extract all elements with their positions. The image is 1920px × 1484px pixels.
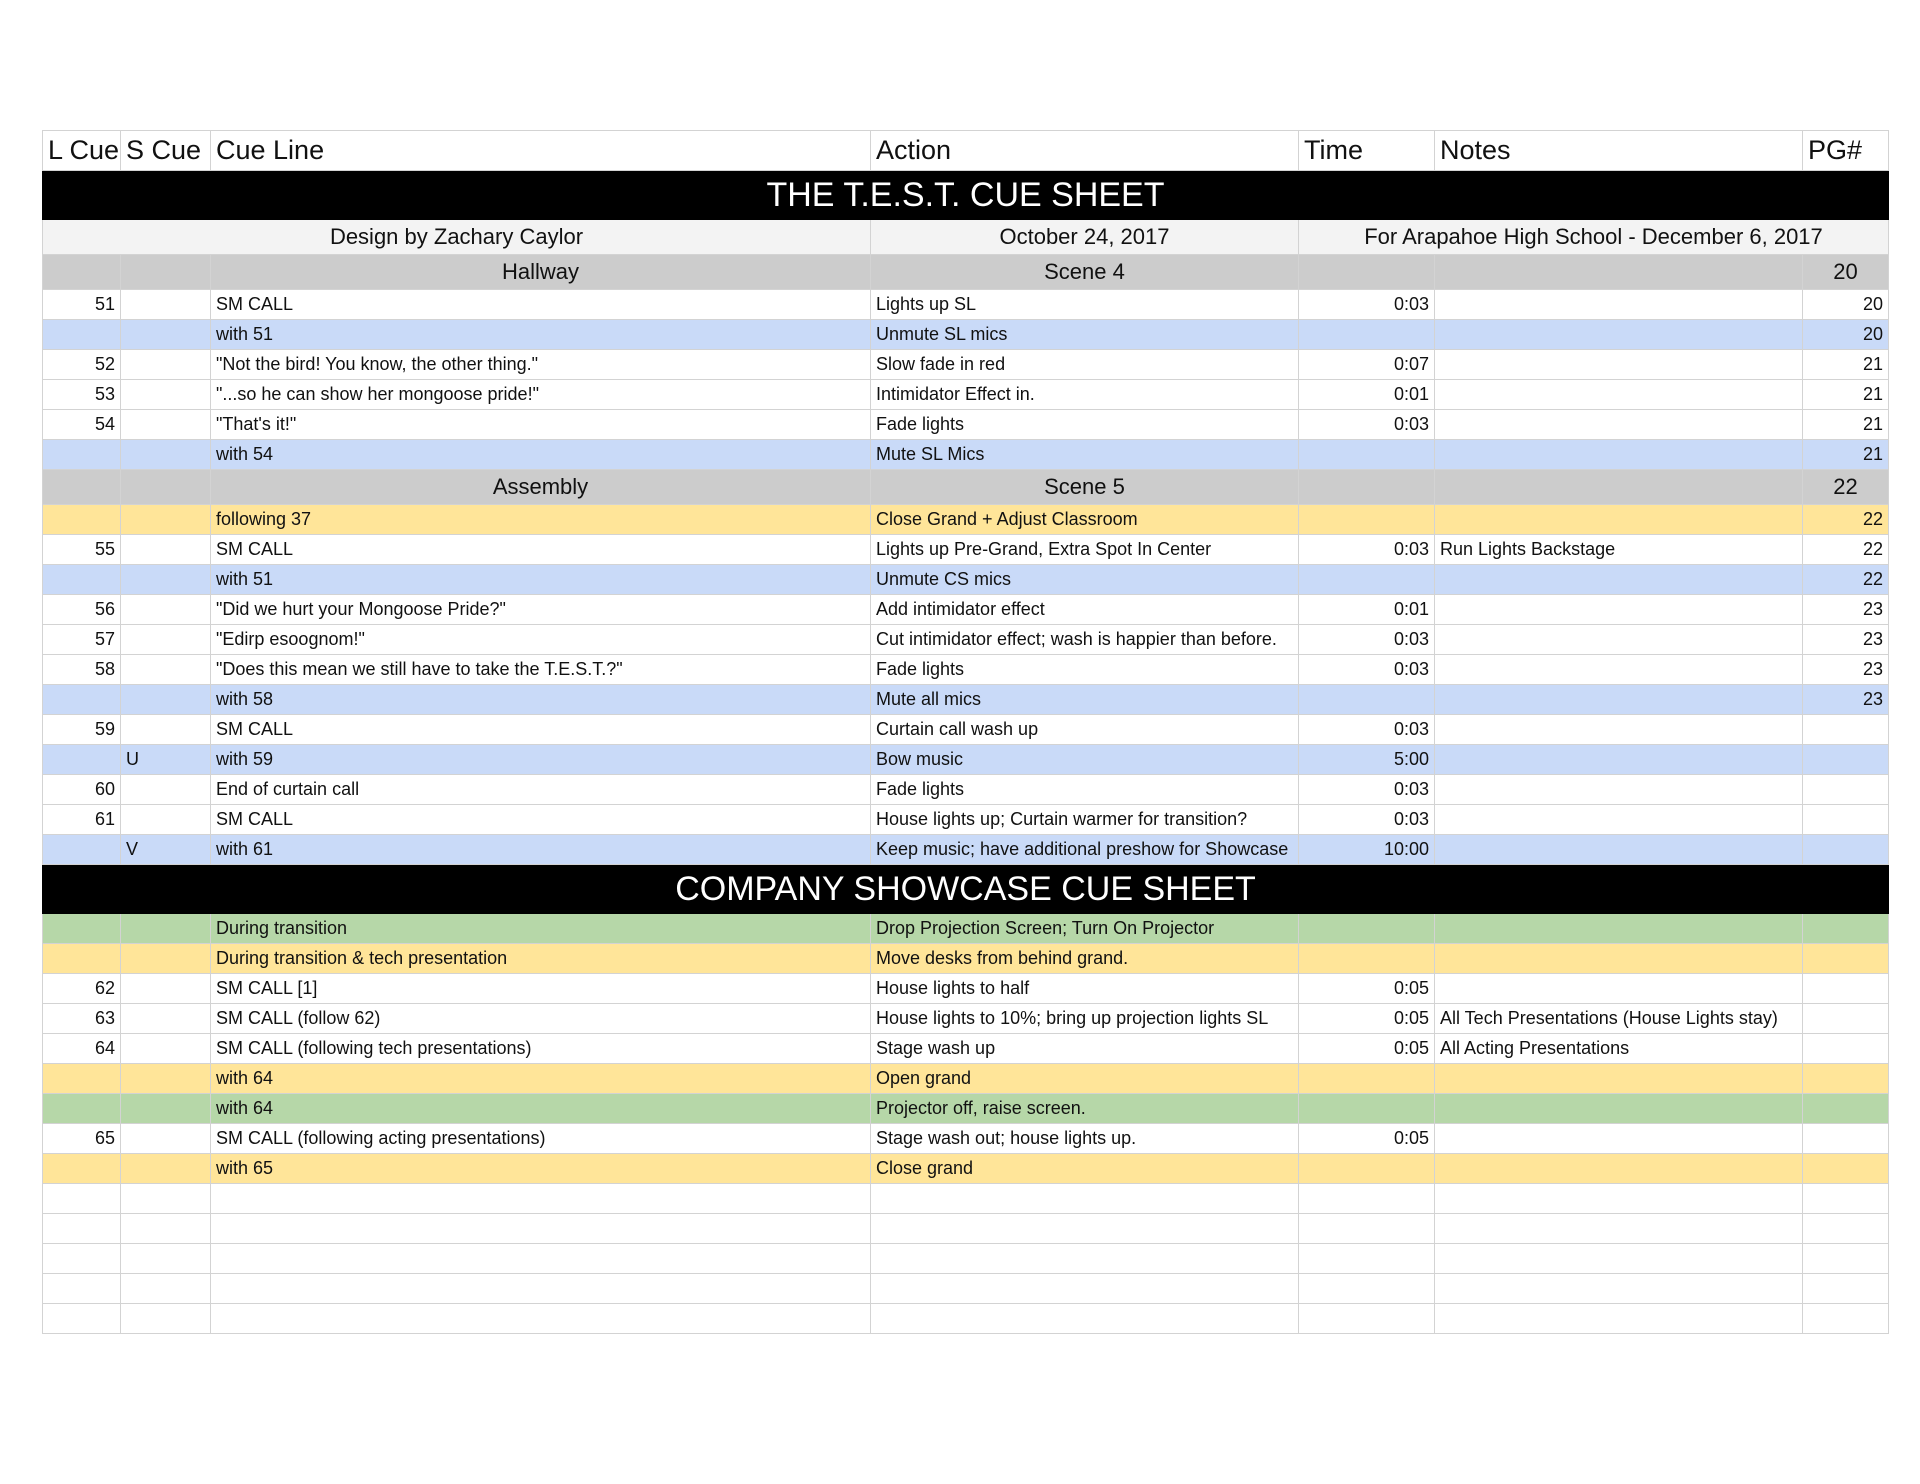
page-cell: 21 [1803,410,1889,440]
cue-row [43,350,1889,380]
time-cell [1299,944,1435,974]
page-cell [1803,1064,1889,1094]
empty-cell [121,1274,211,1304]
scene-number: Scene 5 [871,470,1299,505]
sound-cue-cell [121,914,211,944]
page-cell: 22 [1803,505,1889,535]
notes-cell [1435,380,1803,410]
empty-cell [43,1304,121,1334]
light-cue-cell [43,1154,121,1184]
cue-line-cell: SM CALL [211,535,871,565]
header-action: Action [871,131,1299,171]
page-cell: 23 [1803,595,1889,625]
notes-cell [1435,914,1803,944]
notes-cell [1435,440,1803,470]
action-cell: House lights to half [871,974,1299,1004]
empty-cell [1803,1214,1889,1244]
notes-cell [1435,745,1803,775]
sound-cue-cell [121,655,211,685]
empty-cell [1299,1274,1435,1304]
empty-cell [1435,1214,1803,1244]
empty-cell [871,1244,1299,1274]
notes-cell [1435,775,1803,805]
cue-line-cell: with 51 [211,565,871,595]
light-cue-cell [43,1094,121,1124]
cue-row [43,1154,1889,1184]
page-cell [1803,944,1889,974]
header-time: Time [1299,131,1435,171]
cue-row [43,805,1889,835]
sound-cue-cell [121,685,211,715]
empty-cell [1803,1184,1889,1214]
page-cell [1803,1094,1889,1124]
sound-cue-cell [121,440,211,470]
sound-cue-cell [121,625,211,655]
action-cell: House lights to 10%; bring up projection lights SL [871,1004,1299,1034]
action-cell: Stage wash up [871,1034,1299,1064]
action-cell: Keep music; have additional preshow for Showcase [871,835,1299,865]
sound-cue-cell [121,1004,211,1034]
notes-cell [1435,595,1803,625]
empty-cell [121,1304,211,1334]
scene-location: Hallway [211,255,871,290]
page-cell [1803,1004,1889,1034]
cue-line-cell: SM CALL [211,715,871,745]
notes-cell [1435,805,1803,835]
cue-row [43,1004,1889,1034]
cue-line-cell: with 59 [211,745,871,775]
notes-cell [1435,625,1803,655]
light-cue-cell [43,685,121,715]
action-cell: Close grand [871,1154,1299,1184]
page-cell [1803,835,1889,865]
time-cell: 0:03 [1299,410,1435,440]
sound-cue-cell [121,535,211,565]
page-cell [1803,805,1889,835]
notes-cell [1435,410,1803,440]
notes-cell [1435,1094,1803,1124]
notes-cell [1435,655,1803,685]
notes-cell: Run Lights Backstage [1435,535,1803,565]
cue-line-cell: "Did we hurt your Mongoose Pride?" [211,595,871,625]
light-cue-cell [43,320,121,350]
time-cell [1299,1064,1435,1094]
empty-cell [43,1214,121,1244]
notes-cell [1435,1154,1803,1184]
cue-line-cell: "That's it!" [211,410,871,440]
notes-cell [1435,715,1803,745]
cue-line-cell: with 58 [211,685,871,715]
empty-cell [1299,1304,1435,1334]
time-cell [1299,1154,1435,1184]
cue-row [43,290,1889,320]
page-cell [1803,1154,1889,1184]
cue-line-cell: "Does this mean we still have to take the T.E.S.T.?" [211,655,871,685]
cue-row [43,974,1889,1004]
light-cue-cell [43,440,121,470]
action-cell: Lights up SL [871,290,1299,320]
time-cell: 0:01 [1299,380,1435,410]
cue-line-cell: with 64 [211,1094,871,1124]
notes-cell [1435,565,1803,595]
action-cell: Open grand [871,1064,1299,1094]
sound-cue-cell [121,1154,211,1184]
empty-cell [1803,1304,1889,1334]
cue-line-cell: During transition [211,914,871,944]
sound-cue-cell [121,290,211,320]
notes-cell [1435,974,1803,1004]
cue-line-cell: SM CALL [1] [211,974,871,1004]
sound-cue-cell [121,505,211,535]
title-row [43,171,1889,220]
light-cue-cell: 57 [43,625,121,655]
cue-line-cell: with 65 [211,1154,871,1184]
empty-cell [211,1214,871,1244]
action-cell: Fade lights [871,410,1299,440]
page-cell [1803,1124,1889,1154]
sound-cue-cell [121,1064,211,1094]
action-cell: Curtain call wash up [871,715,1299,745]
action-cell: Stage wash out; house lights up. [871,1124,1299,1154]
action-cell: Cut intimidator effect; wash is happier than before. [871,625,1299,655]
design-credit: Design by Zachary Caylor [43,220,871,255]
time-cell: 0:07 [1299,350,1435,380]
sound-cue-cell [121,775,211,805]
empty-cell [43,1274,121,1304]
notes-cell [1435,944,1803,974]
empty-row [43,1214,1889,1244]
cue-line-cell: SM CALL (following acting presentations) [211,1124,871,1154]
title-row [43,865,1889,914]
light-cue-cell [43,505,121,535]
cue-row [43,535,1889,565]
sound-cue-cell: U [121,745,211,775]
cue-line-cell: "Not the bird! You know, the other thing." [211,350,871,380]
cue-row [43,715,1889,745]
cue-line-cell: During transition & tech presentation [211,944,871,974]
page-cell [1803,914,1889,944]
empty-row [43,1184,1889,1214]
time-cell: 0:03 [1299,535,1435,565]
page-cell: 23 [1803,685,1889,715]
cue-line-cell: following 37 [211,505,871,535]
time-cell: 10:00 [1299,835,1435,865]
cue-line-cell: "Edirp esoognom!" [211,625,871,655]
empty-cell [871,1184,1299,1214]
action-cell: Unmute SL mics [871,320,1299,350]
light-cue-cell: 53 [43,380,121,410]
sound-cue-cell [121,410,211,440]
cue-row [43,505,1889,535]
action-cell: Fade lights [871,775,1299,805]
time-cell [1299,565,1435,595]
notes-cell [1435,290,1803,320]
light-cue-cell: 59 [43,715,121,745]
empty-cell [871,1274,1299,1304]
light-cue-cell [43,1064,121,1094]
empty-cell [871,1214,1299,1244]
scene-location: Assembly [211,470,871,505]
notes-cell [1435,320,1803,350]
time-cell [1299,440,1435,470]
header-cue-line: Cue Line [211,131,871,171]
scene-row [43,255,1889,290]
page-cell: 22 [1803,535,1889,565]
action-cell: Fade lights [871,655,1299,685]
scene-number: Scene 4 [871,255,1299,290]
notes-cell: All Tech Presentations (House Lights stay) [1435,1004,1803,1034]
venue-info: For Arapahoe High School - December 6, 2017 [1299,220,1889,255]
time-cell: 0:05 [1299,974,1435,1004]
notes-cell [1435,1124,1803,1154]
cue-row [43,944,1889,974]
cue-row [43,1064,1889,1094]
cue-line-cell: End of curtain call [211,775,871,805]
light-cue-cell [43,914,121,944]
action-cell: Lights up Pre-Grand, Extra Spot In Center [871,535,1299,565]
time-cell: 0:03 [1299,290,1435,320]
empty-cell [1299,1214,1435,1244]
empty-cell [1435,1304,1803,1334]
empty-row [43,1274,1889,1304]
cue-row [43,1124,1889,1154]
page-cell: 20 [1803,290,1889,320]
cue-row [43,685,1889,715]
page-cell: 23 [1803,625,1889,655]
page-cell [1803,1034,1889,1064]
sound-cue-cell [121,595,211,625]
light-cue-cell: 61 [43,805,121,835]
time-cell [1299,505,1435,535]
empty-cell [121,1244,211,1274]
cue-row [43,655,1889,685]
action-cell: Move desks from behind grand. [871,944,1299,974]
empty-row [43,1244,1889,1274]
cue-row [43,380,1889,410]
light-cue-cell: 58 [43,655,121,685]
empty-cell [43,1244,121,1274]
sheet-title: THE T.E.S.T. CUE SHEET [43,171,1889,220]
cue-row [43,745,1889,775]
scene-row [43,470,1889,505]
empty-cell [1435,1184,1803,1214]
page-cell: 21 [1803,350,1889,380]
time-cell [1299,320,1435,350]
time-cell: 5:00 [1299,745,1435,775]
light-cue-cell: 54 [43,410,121,440]
page-cell: 20 [1803,320,1889,350]
page-cell: 21 [1803,440,1889,470]
empty-cell [211,1274,871,1304]
notes-cell [1435,1064,1803,1094]
page-cell [1803,974,1889,1004]
empty-cell [211,1304,871,1334]
sound-cue-cell [121,1124,211,1154]
cue-line-cell: with 64 [211,1064,871,1094]
light-cue-cell [43,944,121,974]
sound-cue-cell [121,715,211,745]
sound-cue-cell [121,944,211,974]
empty-cell [1803,1274,1889,1304]
time-cell: 0:05 [1299,1034,1435,1064]
column-header-row [43,131,1889,171]
scene-page: 22 [1803,470,1889,505]
header-notes: Notes [1435,131,1803,171]
notes-cell [1435,835,1803,865]
cue-line-cell: SM CALL (follow 62) [211,1004,871,1034]
time-cell [1299,685,1435,715]
empty-row [43,1304,1889,1334]
action-cell: Intimidator Effect in. [871,380,1299,410]
time-cell: 0:05 [1299,1124,1435,1154]
empty-cell [1299,1244,1435,1274]
cue-sheet-table [42,130,1889,1334]
page-cell: 22 [1803,565,1889,595]
cue-row [43,625,1889,655]
light-cue-cell [43,835,121,865]
sound-cue-cell [121,320,211,350]
cue-line-cell: SM CALL [211,805,871,835]
action-cell: Projector off, raise screen. [871,1094,1299,1124]
light-cue-cell: 60 [43,775,121,805]
cue-line-cell: SM CALL (following tech presentations) [211,1034,871,1064]
empty-cell [1299,1184,1435,1214]
time-cell [1299,1094,1435,1124]
sheet-title: COMPANY SHOWCASE CUE SHEET [43,865,1889,914]
notes-cell [1435,685,1803,715]
empty-cell [1803,1244,1889,1274]
cue-row [43,320,1889,350]
action-cell: Slow fade in red [871,350,1299,380]
sound-cue-cell: V [121,835,211,865]
sound-cue-cell [121,380,211,410]
time-cell: 0:01 [1299,595,1435,625]
time-cell: 0:03 [1299,715,1435,745]
empty-cell [871,1304,1299,1334]
light-cue-cell [43,565,121,595]
action-cell: Mute all mics [871,685,1299,715]
light-cue-cell [43,745,121,775]
info-row [43,220,1889,255]
cue-row [43,1034,1889,1064]
action-cell: Close Grand + Adjust Classroom [871,505,1299,535]
scene-page: 20 [1803,255,1889,290]
cue-line-cell: SM CALL [211,290,871,320]
action-cell: Bow music [871,745,1299,775]
cue-row [43,440,1889,470]
header-scue: S Cue [121,131,211,171]
empty-cell [1435,1274,1803,1304]
light-cue-cell: 51 [43,290,121,320]
time-cell: 0:03 [1299,775,1435,805]
page-cell [1803,745,1889,775]
sound-cue-cell [121,350,211,380]
empty-cell [211,1184,871,1214]
header-pg: PG# [1803,131,1889,171]
cue-row [43,835,1889,865]
page-cell: 21 [1803,380,1889,410]
cue-line-cell: with 61 [211,835,871,865]
empty-cell [211,1244,871,1274]
cue-line-cell: "...so he can show her mongoose pride!" [211,380,871,410]
header-lcue: L Cue [43,131,121,171]
cue-row [43,1094,1889,1124]
light-cue-cell: 62 [43,974,121,1004]
time-cell: 0:03 [1299,625,1435,655]
time-cell: 0:03 [1299,655,1435,685]
cue-line-cell: with 51 [211,320,871,350]
notes-cell [1435,505,1803,535]
light-cue-cell: 64 [43,1034,121,1064]
cue-row [43,565,1889,595]
action-cell: Add intimidator effect [871,595,1299,625]
sound-cue-cell [121,565,211,595]
sound-cue-cell [121,1034,211,1064]
cue-row [43,914,1889,944]
cue-row [43,410,1889,440]
light-cue-cell: 55 [43,535,121,565]
time-cell: 0:03 [1299,805,1435,835]
action-cell: House lights up; Curtain warmer for transition? [871,805,1299,835]
time-cell: 0:05 [1299,1004,1435,1034]
cue-row [43,595,1889,625]
light-cue-cell: 56 [43,595,121,625]
sound-cue-cell [121,805,211,835]
cue-row [43,775,1889,805]
time-cell [1299,914,1435,944]
action-cell: Mute SL Mics [871,440,1299,470]
page-cell [1803,715,1889,745]
page-cell [1803,775,1889,805]
empty-cell [43,1184,121,1214]
action-cell: Unmute CS mics [871,565,1299,595]
action-cell: Drop Projection Screen; Turn On Projector [871,914,1299,944]
light-cue-cell: 65 [43,1124,121,1154]
sound-cue-cell [121,1094,211,1124]
sound-cue-cell [121,974,211,1004]
empty-cell [121,1184,211,1214]
notes-cell: All Acting Presentations [1435,1034,1803,1064]
page-cell: 23 [1803,655,1889,685]
light-cue-cell: 52 [43,350,121,380]
cue-line-cell: with 54 [211,440,871,470]
notes-cell [1435,350,1803,380]
sheet-date: October 24, 2017 [871,220,1299,255]
light-cue-cell: 63 [43,1004,121,1034]
empty-cell [121,1214,211,1244]
empty-cell [1435,1244,1803,1274]
